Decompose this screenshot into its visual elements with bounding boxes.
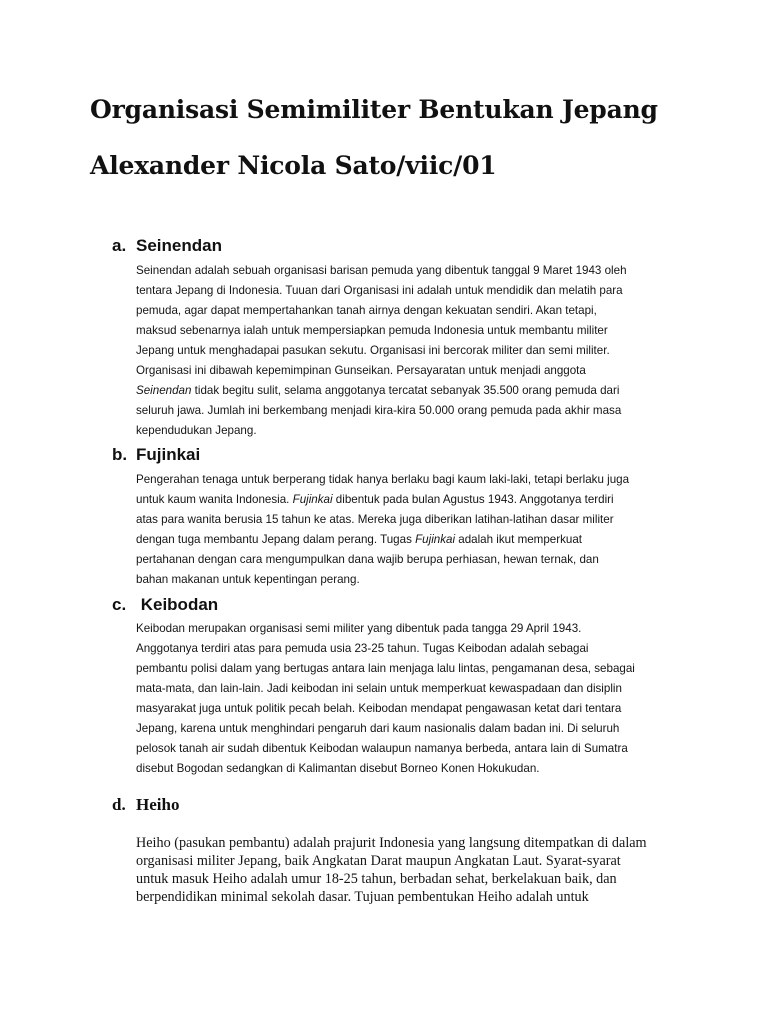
text-run: Keibodan merupakan organisasi semi militer yang dibentuk pada tangga 29 April 1943. xyxy=(136,622,582,635)
text-run: dengan tuga membantu Jepang dalam perang. Tugas xyxy=(136,533,416,546)
section-heading-heiho xyxy=(112,795,179,815)
section-title: Keibodan xyxy=(136,595,219,614)
section-marker: a. xyxy=(112,236,127,255)
text-line xyxy=(136,281,676,301)
text-run: seluruh jawa. Jumlah ini berkembang menjadi kira-kira 50.000 orang pemuda pada akhir masa xyxy=(136,404,622,417)
text-line xyxy=(136,261,676,281)
text-line xyxy=(136,759,676,779)
text-line xyxy=(136,490,676,510)
text-line xyxy=(136,719,676,739)
document-title: Organisasi Semimiliter Bentukan Jepang xyxy=(90,95,658,124)
text-line xyxy=(136,530,676,550)
section-body-keibodan xyxy=(136,619,676,779)
italic-term: Fujinkai xyxy=(292,493,333,506)
section-title: Fujinkai xyxy=(136,445,201,464)
text-run: Organisasi ini dibawah kepemimpinan Gunseikan. Persayaratan untuk menjadi anggota xyxy=(136,364,586,377)
text-run: disebut Bogodan sedangkan di Kalimantan disebut Borneo Konen Hokukudan. xyxy=(136,762,540,775)
italic-term: Fujinkai xyxy=(415,533,456,546)
text-line xyxy=(136,361,676,381)
section-title: Seinendan xyxy=(136,236,222,255)
text-line xyxy=(136,888,696,906)
section-body-heiho xyxy=(136,834,696,906)
section-title: Heiho xyxy=(136,795,180,814)
text-run: organisasi militer Jepang, baik Angkatan Darat maupun Angkatan Laut. Syarat-syarat xyxy=(136,853,621,869)
text-line xyxy=(136,321,676,341)
text-line xyxy=(136,699,676,719)
text-run: kependudukan Jepang. xyxy=(136,424,257,437)
text-line xyxy=(136,341,676,361)
section-marker: b. xyxy=(112,445,128,464)
section-body-fujinkai xyxy=(136,470,676,590)
text-run: tentara Jepang di Indonesia. Tuuan dari Organisasi ini adalah untuk mendidik dan melatih para xyxy=(136,284,623,297)
text-line xyxy=(136,639,676,659)
text-run: atas para wanita berusia 15 tahun ke atas. Mereka juga diberikan latihan-latihan dasar militer xyxy=(136,513,614,526)
text-line xyxy=(136,852,696,870)
text-line xyxy=(136,659,676,679)
text-run: untuk kaum wanita Indonesia. xyxy=(136,493,293,506)
text-run: berpendidikan minimal sekolah dasar. Tujuan pembentukan Heiho adalah untuk xyxy=(136,889,589,905)
text-run: pelosok tanah air sudah dibentuk Keibodan walaupun namanya berbeda, antara lain di Sumatra xyxy=(136,742,628,755)
text-line xyxy=(136,570,676,590)
text-run: Heiho (pasukan pembantu) adalah prajurit Indonesia yang langsung ditempatkan di dalam xyxy=(136,835,647,851)
text-line xyxy=(136,470,676,490)
text-run: pertahanan dengan cara mengumpulkan dana wajib berupa perhiasan, hewan ternak, dan xyxy=(136,553,599,566)
text-run: Jepang, karena untuk menghindari pengaruh dari kaum nasionalis dalam badan ini. Di seluruh xyxy=(136,722,620,735)
author-line: Alexander Nicola Sato/viic/01 xyxy=(90,151,497,180)
text-line xyxy=(136,381,676,401)
text-line xyxy=(136,834,696,852)
text-run: Seinendan adalah sebuah organisasi barisan pemuda yang dibentuk tanggal 9 Maret 1943 oleh xyxy=(136,264,627,277)
text-run: adalah ikut memperkuat xyxy=(455,533,583,546)
text-run: tidak begitu sulit, selama anggotanya tercatat sebanyak 35.500 orang pemuda dari xyxy=(191,384,620,397)
section-heading-keibodan xyxy=(112,595,218,615)
text-line xyxy=(136,679,676,699)
text-run: masyarakat juga untuk politik pecah belah. Keibodan mendapat pengawasan ketat dari tentara xyxy=(136,702,622,715)
text-line xyxy=(136,870,696,888)
text-line xyxy=(136,510,676,530)
text-run: mata-mata, dan lain-lain. Jadi keibodan ini selain untuk memperkuat kewaspadaan dan disiplin xyxy=(136,682,622,695)
text-run: untuk masuk Heiho adalah umur 18-25 tahun, berbadan sehat, berkelakuan baik, dan xyxy=(136,871,617,887)
text-line xyxy=(136,401,676,421)
section-marker: d. xyxy=(112,795,126,814)
section-marker: c. xyxy=(112,595,127,614)
italic-term: Seinendan xyxy=(136,384,192,397)
text-run: dibentuk pada bulan Agustus 1943. Anggotanya terdiri xyxy=(332,493,614,506)
text-run: pembantu polisi dalam yang bertugas antara lain menjaga lalu lintas, pengamanan desa, sebagai xyxy=(136,662,635,675)
section-heading-seinendan xyxy=(112,236,222,256)
text-line xyxy=(136,619,676,639)
text-run: Anggotanya terdiri atas para pemuda usia 23-25 tahun. Tugas Keibodan adalah sebagai xyxy=(136,642,589,655)
text-run: Jepang untuk menghadapai pasukan sekutu. Organisasi ini bercorak militer dan semi militer. xyxy=(136,344,610,357)
text-line xyxy=(136,301,676,321)
section-heading-fujinkai xyxy=(112,445,200,465)
text-line xyxy=(136,421,676,441)
text-line xyxy=(136,739,676,759)
text-run: bahan makanan untuk kepentingan perang. xyxy=(136,573,360,586)
text-line xyxy=(136,550,676,570)
text-run: pemuda, agar dapat mempertahankan tanah airnya dengan kekuatan sendiri. Akan tetapi, xyxy=(136,304,597,317)
text-run: maksud sebenarnya ialah untuk mempersiapkan pemuda Indonesia untuk membantu militer xyxy=(136,324,608,337)
text-run: Pengerahan tenaga untuk berperang tidak hanya berlaku bagi kaum laki-laki, tetapi berlaku juga xyxy=(136,473,630,486)
section-body-seinendan xyxy=(136,261,676,441)
